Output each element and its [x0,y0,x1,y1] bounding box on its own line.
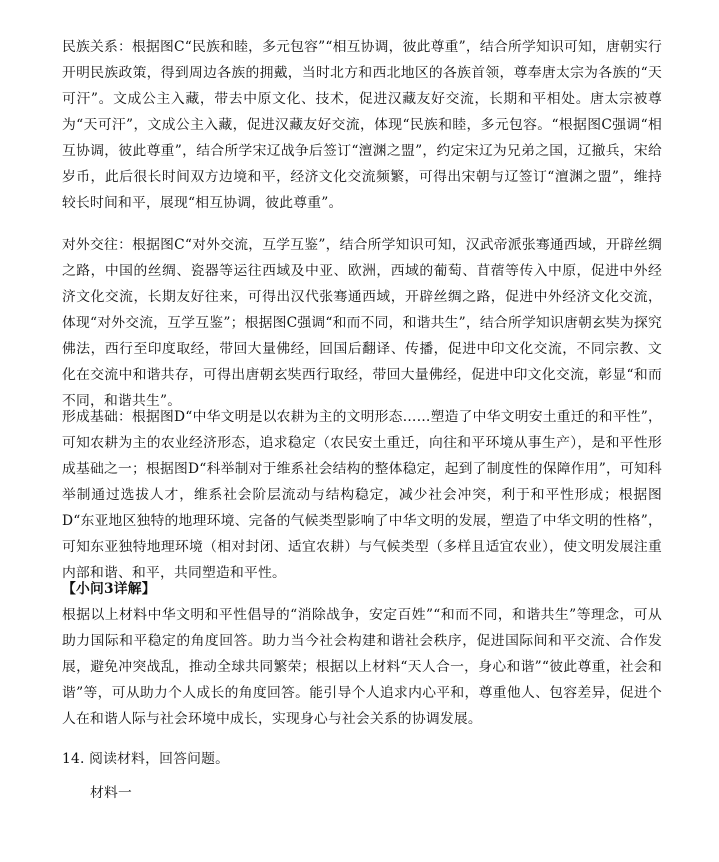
material-one-label: 材料一 [90,785,132,801]
section-heading-q3: 【小问3详解】 [62,581,156,597]
paragraph-ethnic-relations: 民族关系：根据图C“民族和睦，多元包容”“相互协调，彼此尊重”，结合所学知识可知，唐朝实行开明民族政策，得到周边各族的拥戴，当时北方和西北地区的各族首领，尊奉唐太宗为各族的“天可汗”。文成公主入藏，带去中原文化、技术，促进汉藏友好交流，长期和平相处。唐太宗被尊为“天可汗”，文成公主入藏，促进汉藏友好交流，体现“民族和睦，多元包容。“根据图C强调“相互协调，彼此尊重”，结合所学宋辽战争后签订“澶渊之盟”，约定宋辽为兄弟之国，辽撤兵，宋给岁币，此后很长时间双方边境和平，经济文化交流频繁，可得出宋朝与辽签订“澶渊之盟”，维持较长时间和平，展现“相互协调，彼此尊重”。 [62,39,662,211]
paragraph-q3-answer: 根据以上材料中华文明和平性倡导的“消除战争，安定百姓”“和而不同，和谐共生”等理念，可从助力国际和平稳定的角度回答。助力当今社会构建和谐社会秩序，促进国际间和平交流、合作发展，避免冲突战乱，推动全球共同繁荣；根据以上材料“天人合一，身心和谐”“彼此尊重，社会和谐”等，可从助力个人成长的角度回答。能引导个人追求内心平和，尊重他人、包容差异，促进个人在和谐人际与社会环境中成长，实现身心与社会关系的协调发展。 [62,607,662,727]
paragraph-foreign-exchange: 对外交往：根据图C“对外交流，互学互鉴”，结合所学知识可知，汉武帝派张骞通西域，开辟丝绸之路，中国的丝绸、瓷器等运往西域及中亚、欧洲，西域的葡萄、苜蓿等传入中原，促进中外经济文化交流，长期友好往来，可得出汉代张骞通西域，开辟丝绸之路，促进中外经济文化交流，体现“对外交流，互学互鉴”；根据图C强调“和而不同，和谐共生”，结合所学知识唐朝玄奘为探究佛法，西行至印度取经，带回大量佛经，回国后翻译、传播，促进中印文化交流，不同宗教、文化在交流中和谐共存，可得出唐朝玄奘西行取经，带回大量佛经，促进中印文化交流，彰显“和而不同，和谐共生”。 [62,237,662,409]
paragraph-formation-basis: 形成基础：根据图D“中华文明是以农耕为主的文明形态……塑造了中华文明安土重迁的和平性”，可知农耕为主的农业经济形态，追求稳定（农民安土重迁，向往和平环境从事生产），是和平性形成基础之一；根据图D“科举制对于维系社会结构的整体稳定，起到了制度性的保障作用”，可知科举制通过选拔人才，维系社会阶层流动与结构稳定，减少社会冲突，利于和平性形成；根据图D“东亚地区独特的地理环境、完备的气候类型影响了中华文明的发展，塑造了中华文明的性格”，可知东亚独特地理环境（相对封闭、适宜农耕）与气候类型（多样且适宜农业），使文明发展注重内部和谐、和平，共同塑造和平性。 [62,409,662,581]
question-14-prompt: 14. 阅读材料，回答问题。 [62,751,230,767]
